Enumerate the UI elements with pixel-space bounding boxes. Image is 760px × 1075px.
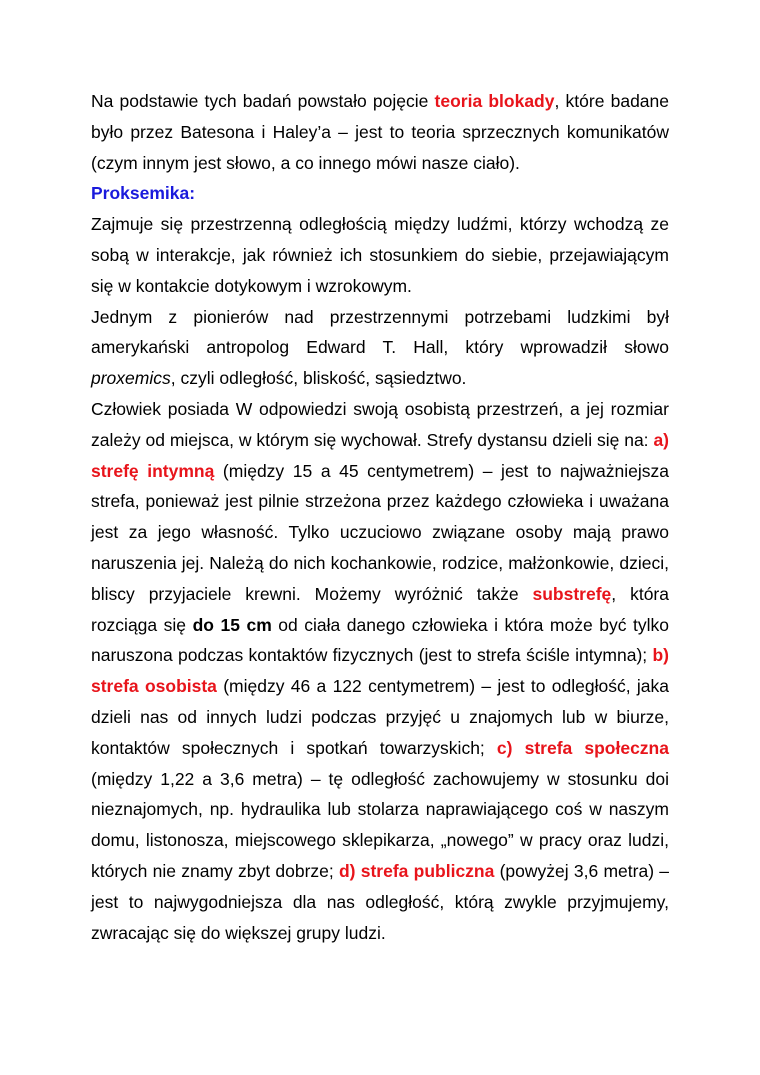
zone-b-label: b) strefa osobista — [91, 645, 669, 697]
term-teoria-blokady: teoria blokady — [434, 91, 555, 111]
zone-c-label: c) strefa społeczna — [496, 737, 669, 758]
zone-a-text: (między 15 a 45 centymetrem) – jest to najważniejsza strefa, ponieważ jest pilnie strzeżona przez każdego człowieka i uważana jest za jego własność. Tylko uczuciowo związane osoby mają prawo naruszenia jej. Należą do nich kochankowie, rodzice, małżonkowie, dzieci, bliscy przyjaciele krewni. Możemy wyróżnić także — [91, 460, 669, 604]
paragraph-text: Człowiek posiada W odpowiedzi swoją osobistą przestrzeń, a jej rozmiar zależy od miejsca, w którym się wychował. Strefy dystansu dzieli się na: — [91, 398, 669, 450]
paragraph-text: Na podstawie tych badań powstało pojęcie — [91, 91, 435, 111]
paragraph-text: , które badane było przez Batesona i Haley’a – jest to teoria sprzecznych komunikatów (czym innym jest słowo, a co innego mówi nasze ciało). — [91, 91, 669, 173]
paragraph-text: Jednym z pionierów nad przestrzennymi potrzebami ludzkimi był amerykański antropolog Edward T. Hall, który wprowadził słowo — [91, 306, 669, 358]
substrefa-text: , która rozciąga się — [91, 583, 669, 635]
paragraph-edward-hall — [91, 302, 669, 394]
paragraph-proksemika-definition: Zajmuje się przestrzenną odległością między ludźmi, którzy wchodzą ze sobą w interakcje, jak również ich stosunkiem do siebie, przejawiającym się w kontakcie dotykowym i wzrokowym. — [91, 214, 669, 296]
heading-text: Proksemika: — [91, 183, 196, 204]
substrefa-label: substrefę — [532, 583, 612, 604]
paragraph-distance-zones — [91, 394, 669, 948]
paragraph-teoria-blokady — [91, 86, 669, 178]
section-heading-proksemika — [91, 178, 669, 209]
zone-c-text: (między 1,22 a 3,6 metra) – tę odległość zachowujemy w stosunku doi nieznajomych, np. hydraulika lub stolarza naprawiającego coś w naszym domu, listonosza, miejscowego sklepikarza, „nowego” w pracy oraz ludzi, których nie znamy zbyt dobrze; — [91, 768, 669, 881]
zone-d-label: d) strefa publiczna — [338, 860, 495, 881]
zone-d-text: (powyżej 3,6 metra) – jest to najwygodniejsza dla nas odległość, którą zwykle przyjmujemy, zwracając się do większej grupy ludzi. — [91, 860, 670, 943]
zone-b-text: (między 46 a 122 centymetrem) – jest to odległość, jaka dzieli nas od innych ludzi podczas przyjęć u znajomych lub w biurze, kontaktów społecznych i spotkań towarzyskich; — [91, 676, 669, 758]
document-page — [91, 86, 669, 948]
zone-a-label: a) strefę intymną — [91, 429, 669, 481]
substrefa-distance: do 15 cm — [192, 614, 272, 635]
paragraph-text: , czyli odległość, bliskość, sąsiedztwo. — [170, 368, 467, 389]
term-proxemics: proxemics — [91, 368, 171, 389]
substrefa-text: od ciała danego człowieka i która może być tylko naruszona podczas kontaktów fizycznych (jest to strefa ściśle intymna); — [91, 614, 669, 666]
